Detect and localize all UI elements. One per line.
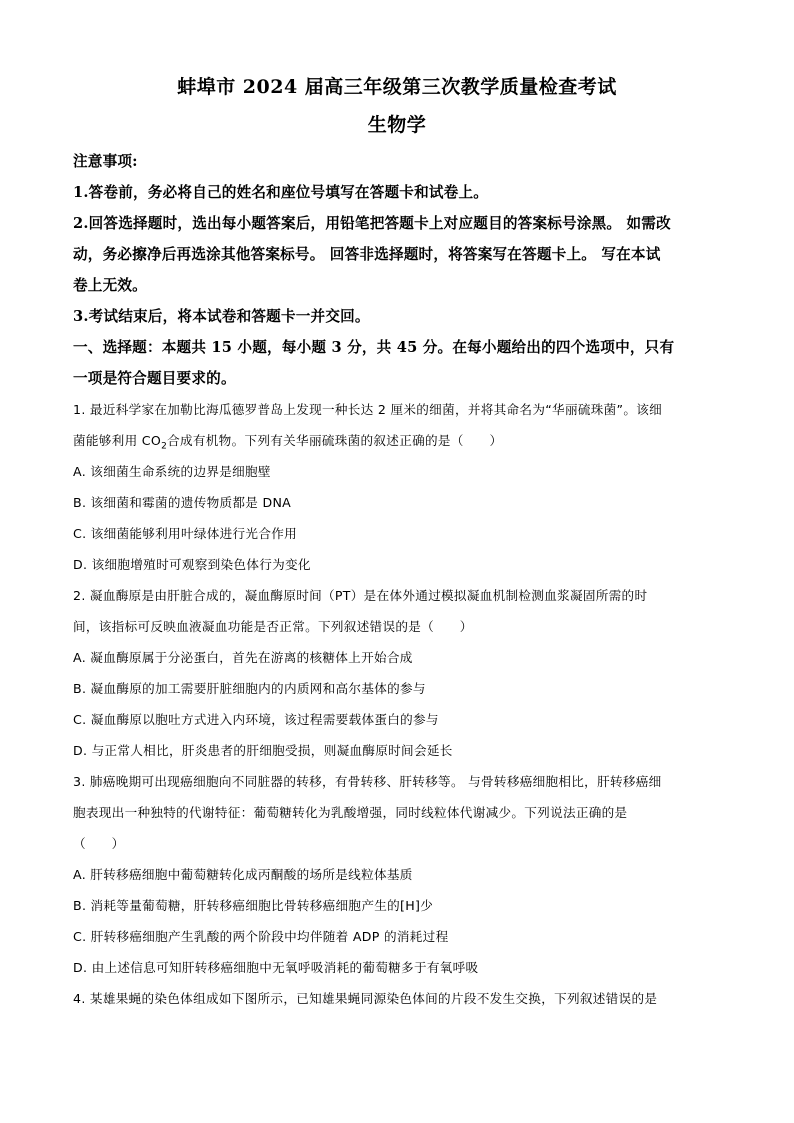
q1-stem-line-2-pre: 菌能够利用 CO — [73, 433, 162, 448]
notice-item-2-line-1: 2.回答选择题时，选出每小题答案后，用铅笔把答题卡上对应题目的答案标号涂黑。 如需改 — [73, 215, 671, 232]
q1-stem-line-2 — [73, 425, 721, 456]
q3-option-c: C. 肝转移癌细胞产生乳酸的两个阶段中均伴随着 ADP 的消耗过程 — [73, 929, 449, 944]
notice-item-1: 1.答卷前，务必将自己的姓名和座位号填写在答题卡和试卷上。 — [73, 184, 489, 201]
q1-stem-line-1: 1. 最近科学家在加勒比海瓜德罗普岛上发现一种长达 2 厘米的细菌，并将其命名为“华丽硫珠菌”。该细 — [73, 402, 663, 417]
subject-title: 生物学 — [367, 114, 427, 136]
q2-option-b: B. 凝血酶原的加工需要肝脏细胞内的内质网和高尔基体的参与 — [73, 681, 426, 696]
q2-stem-line-2: 间，该指标可反映血液凝血功能是否正常。下列叙述错误的是（ ） — [73, 619, 473, 634]
q1-option-a: A. 该细菌生命系统的边界是细胞壁 — [73, 464, 271, 479]
q3-stem-line-1: 3. 肺癌晚期可出现癌细胞向不同脏器的转移，有骨转移、肝转移等。 与骨转移癌细胞相比，肝转移癌细 — [73, 774, 662, 789]
q1-option-c: C. 该细菌能够利用叶绿体进行光合作用 — [73, 526, 297, 541]
exam-content — [73, 146, 721, 1014]
section-1-heading-line-1: 一、选择题：本题共 15 小题，每小题 3 分，共 45 分。在每小题给出的四个选项中，只有 — [73, 339, 675, 356]
q1-co2-subscript: 2 — [161, 441, 168, 452]
q3-option-a: A. 肝转移癌细胞中葡萄糖转化成丙酮酸的场所是线粒体基质 — [73, 867, 413, 882]
q1-stem-line-2-post: 合成有机物。下列有关华丽硫珠菌的叙述正确的是（ ） — [167, 433, 503, 448]
q2-option-a: A. 凝血酶原属于分泌蛋白，首先在游离的核糖体上开始合成 — [73, 650, 413, 665]
section-1-heading-line-2: 一项是符合题目要求的。 — [73, 370, 236, 387]
notice-item-2-line-2: 动，务必擦净后再选涂其他答案标号。 回答非选择题时，将答案写在答题卡上。 写在本试 — [73, 246, 661, 263]
notice-heading: 注意事项: — [73, 153, 138, 170]
notice-item-3: 3.考试结束后，将本试卷和答题卡一并交回。 — [73, 308, 370, 325]
q2-stem-line-1: 2. 凝血酶原是由肝脏合成的，凝血酶原时间（PT）是在体外通过模拟凝血机制检测血浆凝固所需的时 — [73, 588, 648, 603]
notice-item-2-line-3: 卷上无效。 — [73, 277, 147, 294]
q1-option-d: D. 该细胞增殖时可观察到染色体行为变化 — [73, 557, 311, 572]
q3-stem-line-2: 胞表现出一种独特的代谢特征：葡萄糖转化为乳酸增强，同时线粒体代谢减少。下列说法正确的是 — [73, 805, 628, 820]
q2-option-c: C. 凝血酶原以胞吐方式进入内环境，该过程需要载体蛋白的参与 — [73, 712, 439, 727]
q2-option-d: D. 与正常人相比，肝炎患者的肝细胞受损，则凝血酶原时间会延长 — [73, 743, 453, 758]
q3-stem-line-3: （ ） — [73, 836, 125, 851]
q4-stem-line-1: 4. 某雄果蝇的染色体组成如下图所示，已知雄果蝇同源染色体间的片段不发生交换，下列叙述错误的是 — [73, 991, 658, 1006]
q1-option-b: B. 该细菌和霉菌的遗传物质都是 DNA — [73, 495, 292, 510]
q3-option-b: B. 消耗等量葡萄糖，肝转移癌细胞比骨转移癌细胞产生的[H]少 — [73, 898, 434, 913]
q3-option-d: D. 由上述信息可知肝转移癌细胞中无氧呼吸消耗的葡萄糖多于有氧呼吸 — [73, 960, 479, 975]
exam-title: 蚌埠市 2024 届高三年级第三次教学质量检查考试 — [177, 76, 617, 98]
